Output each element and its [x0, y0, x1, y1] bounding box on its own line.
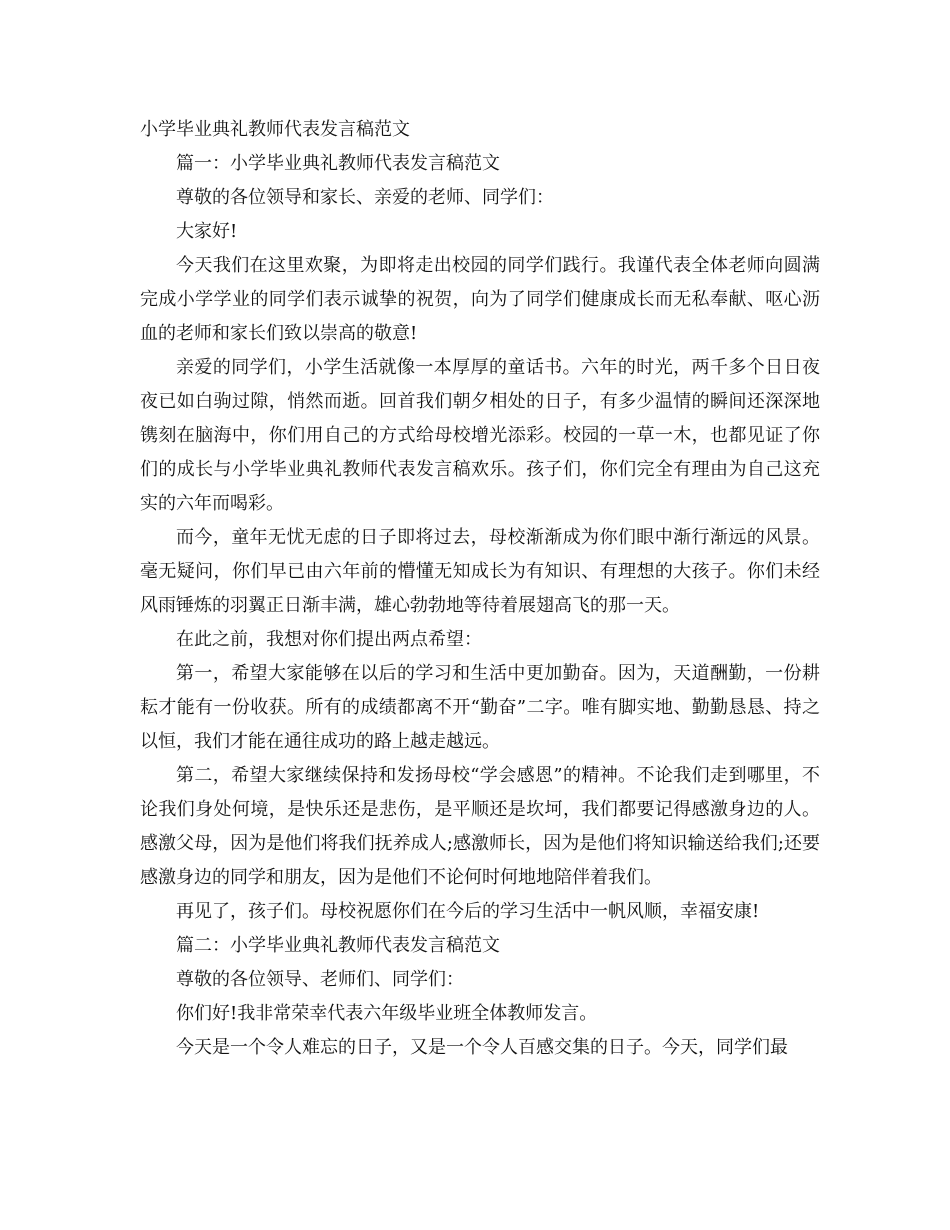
paragraph-salutation-two: 尊敬的各位领导、老师们、同学们： [176, 969, 464, 990]
document-body [140, 113, 820, 1065]
paragraph-opening: 今天我们在这里欢聚，为即将走出校园的同学们践行。我谨代表全体老师向圆满完成小学学业的同学们表示诚挚的祝贺，向为了同学们健康成长而无私奉献、呕心沥血的老师和家长们致以崇高的敬意! [140, 255, 820, 344]
paragraph-hopes-intro: 在此之前，我想对你们提出两点希望： [176, 629, 482, 650]
document-title: 小学毕业典礼教师代表发言稿范文 [140, 119, 410, 140]
paragraph-growth: 而今，童年无忧无虑的日子即将过去，母校渐渐成为你们眼中渐行渐远的风景。毫无疑问，你们早已由六年前的懵懂无知成长为有知识、有理想的大孩子。你们未经风雨锤炼的羽翼正日渐丰满，雄心勃勃地等待着展翅高飞的那一天。 [140, 527, 820, 616]
paragraph-memories: 亲爱的同学们，小学生活就像一本厚厚的童话书。六年的时光，两千多个日日夜夜已如白驹过隙，悄然而逝。回首我们朝夕相处的日子，有多少温情的瞬间还深深地镌刻在脑海中，你们用自己的方式给母校增光添彩。校园的一草一木，也都见证了你们的成长与小学毕业典礼教师代表发言稿欢乐。孩子们，你们完全有理由为自己这充实的六年而喝彩。 [140, 357, 820, 514]
paragraph-salutation: 尊敬的各位领导和家长、亲爱的老师、同学们： [176, 187, 554, 208]
paragraph-hope-one: 第一，希望大家能够在以后的学习和生活中更加勤奋。因为，天道酬勤，一份耕耘才能有一份收获。所有的成绩都离不开“勤奋”二字。唯有脚实地、勤勤恳恳、持之以恒，我们才能在通往成功的路上越走越远。 [140, 663, 820, 752]
paragraph-section-one-heading: 篇一：小学毕业典礼教师代表发言稿范文 [176, 153, 500, 174]
paragraph-greeting-two: 你们好!我非常荣幸代表六年级毕业班全体教师发言。 [176, 1003, 598, 1024]
paragraph-section-two-heading: 篇二：小学毕业典礼教师代表发言稿范文 [176, 935, 500, 956]
paragraph-hope-two: 第二，希望大家继续保持和发扬母校“学会感恩”的精神。不论我们走到哪里，不论我们身处何境，是快乐还是悲伤，是平顺还是坎坷，我们都要记得感激身边的人。感激父母，因为是他们将我们抚养成人;感激师长，因为是他们将知识输送给我们;还要感激身边的同学和朋友，因为是他们不论何时何地地陪伴着我们。 [140, 765, 820, 888]
paragraph-opening-two: 今天是一个令人难忘的日子，又是一个令人百感交集的日子。今天，同学们最 [176, 1037, 788, 1058]
paragraph-greeting: 大家好! [176, 221, 238, 242]
paragraph-farewell: 再见了，孩子们。母校祝愿你们在今后的学习生活中一帆风顺，幸福安康! [176, 901, 760, 922]
